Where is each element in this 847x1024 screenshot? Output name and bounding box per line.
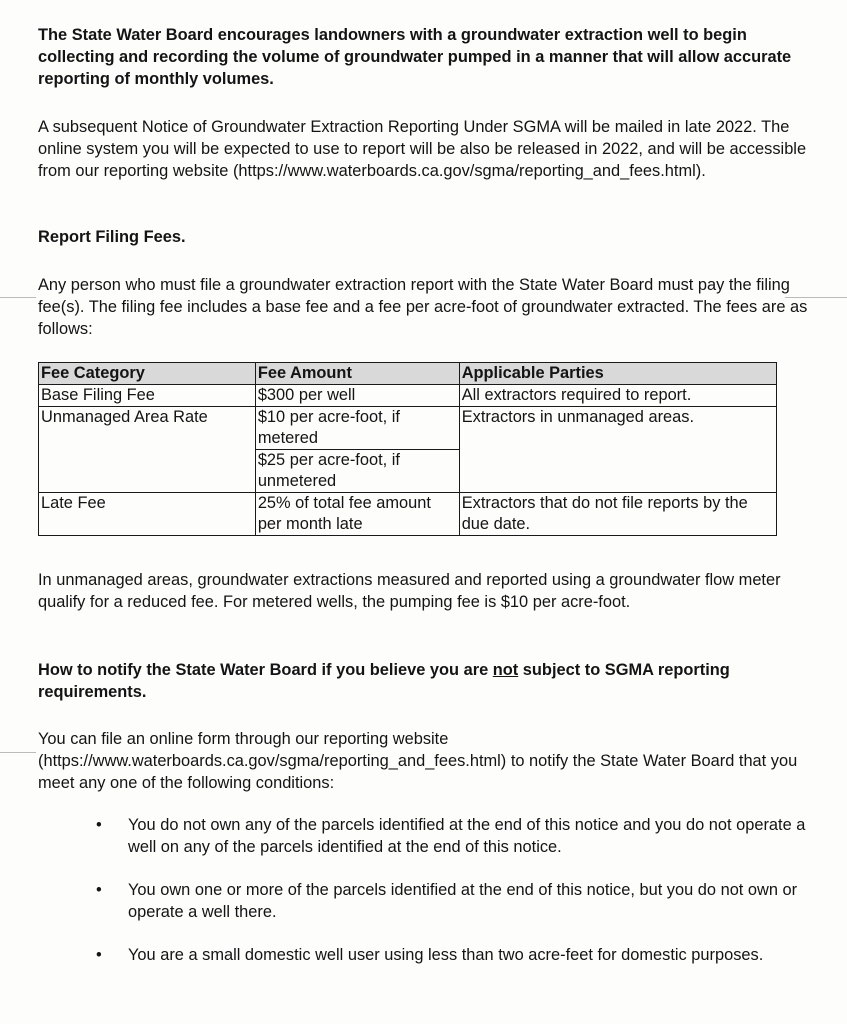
header-fee-amount: Fee Amount	[255, 363, 459, 385]
condition-text: You own one or more of the parcels identified at the end of this notice, but you do not own or operate a well there.	[128, 881, 798, 921]
scan-artifact-line	[0, 297, 36, 298]
table-row	[39, 385, 777, 407]
fee-amount-cell: $10 per acre-foot, if metered	[255, 407, 459, 450]
applicable-parties-cell: Extractors that do not file reports by the due date.	[459, 493, 776, 536]
fee-amount-cell: $300 per well	[255, 385, 459, 407]
list-item	[90, 879, 810, 923]
list-item	[90, 944, 810, 966]
scan-artifact-line	[0, 752, 36, 753]
header-fee-category: Fee Category	[39, 363, 256, 385]
bullet-icon: •	[96, 816, 102, 834]
fee-category-cell: Unmanaged Area Rate	[39, 407, 256, 493]
notify-heading-emphasis: not	[492, 661, 519, 679]
intro-paragraph: The State Water Board encourages landowners with a groundwater extraction well to begin collecting and recording the volume of groundwater pumped in a manner that will allow accurate reporting of monthly volumes.	[38, 26, 792, 88]
notice-paragraph: A subsequent Notice of Groundwater Extraction Reporting Under SGMA will be mailed in late 2022. The online system you will be expected to use to report will be also be released in 2022, and will be accessible from our reporting website (https://www.waterboards.ca.gov/sgma/reporting_and_fees.html).	[38, 118, 807, 180]
fees-intro-paragraph: Any person who must file a groundwater extraction report with the State Water Board must pay the filing fee(s). The filing fee includes a base fee and a fee per acre-foot of groundwater extracted. The fees are as follows:	[38, 276, 808, 338]
fee-table-header-row	[39, 363, 777, 385]
fee-amount-cell: 25% of total fee amount per month late	[255, 493, 459, 536]
fee-category-cell: Base Filing Fee	[39, 385, 256, 407]
table-row	[39, 407, 777, 450]
list-item	[90, 814, 810, 858]
conditions-list	[90, 814, 810, 987]
fee-category-cell: Late Fee	[39, 493, 256, 536]
notify-heading-end: subject to SGMA reporting requirements.	[38, 661, 730, 701]
applicable-parties-cell: All extractors required to report.	[459, 385, 776, 407]
notify-heading	[38, 659, 808, 703]
table-row	[39, 493, 777, 536]
unmanaged-areas-paragraph: In unmanaged areas, groundwater extractions measured and reported using a groundwater flow meter qualify for a reduced fee. For metered wells, the pumping fee is $10 per acre-foot.	[38, 571, 781, 611]
bullet-icon: •	[96, 881, 102, 899]
fees-heading: Report Filing Fees.	[38, 228, 186, 246]
notify-heading-start: How to notify the State Water Board if you believe you are	[38, 661, 493, 679]
fee-table	[38, 362, 777, 536]
scan-artifact-line	[785, 297, 847, 298]
header-applicable-parties: Applicable Parties	[459, 363, 776, 385]
condition-text: You do not own any of the parcels identified at the end of this notice and you do not operate a well on any of the parcels identified at the end of this notice.	[128, 816, 806, 856]
condition-text: You are a small domestic well user using less than two acre-feet for domestic purposes.	[128, 946, 764, 964]
fee-amount-cell: $25 per acre-foot, if unmetered	[255, 450, 459, 493]
notify-intro-paragraph: You can file an online form through our reporting website (https://www.waterboards.ca.gov/sgma/reporting_and_fees.html) to notify the State Water Board that you meet any one of the following conditions:	[38, 730, 798, 792]
bullet-icon: •	[96, 946, 102, 964]
applicable-parties-cell: Extractors in unmanaged areas.	[459, 407, 776, 493]
